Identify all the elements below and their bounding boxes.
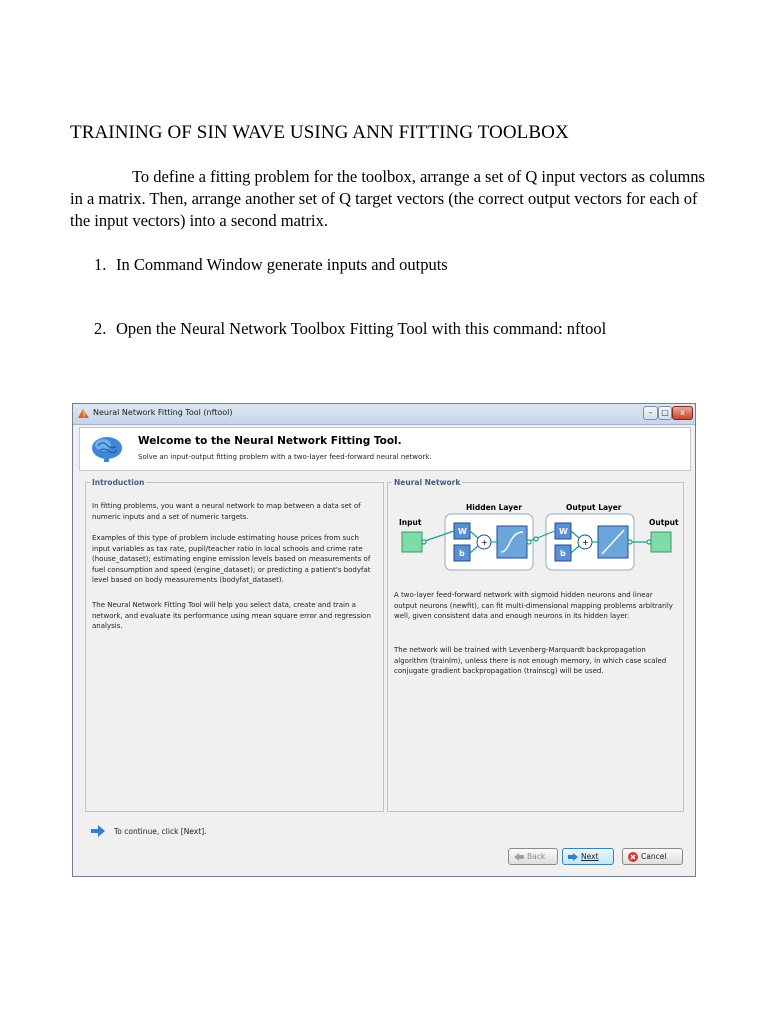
hidden-bias-label: b <box>459 549 465 558</box>
hidden-weight-label: W <box>458 527 467 536</box>
sigmoid-transfer-box <box>497 526 527 558</box>
hidden-sum-label: + <box>481 538 488 547</box>
output-node <box>651 532 671 552</box>
welcome-subtitle: Solve an input-output fitting problem with a two-layer feed-forward neural network. <box>138 453 432 461</box>
output-label: Output <box>649 518 679 527</box>
document-title: TRAINING OF SIN WAVE USING ANN FITTING TOOLBOX <box>70 122 569 143</box>
back-button[interactable] <box>508 848 558 865</box>
step-text: In Command Window generate inputs and outputs <box>116 255 448 274</box>
step-item <box>94 319 606 339</box>
neural-network-panel <box>387 478 684 812</box>
input-label: Input <box>399 518 422 527</box>
minimize-button[interactable]: – <box>643 406 658 420</box>
output-layer-label: Output Layer <box>566 503 622 512</box>
nn-paragraph: The network will be trained with Levenberg-Marquardt backpropagation algorithm (trainlm), unless there is not enough memory, in which case scaled conjugate gradient backpropagation (trainscg) will be used. <box>394 646 667 675</box>
nftool-window <box>72 403 696 877</box>
intro-paragraph: The Neural Network Fitting Tool will help you select data, create and train a network, and evaluate its performance using mean square error and regression analysis. <box>92 601 371 630</box>
cancel-icon <box>628 852 638 862</box>
close-button[interactable]: x <box>672 406 693 420</box>
next-button[interactable] <box>562 848 614 865</box>
step-number: 2. <box>94 319 107 338</box>
neural-network-legend: Neural Network <box>394 478 461 487</box>
network-diagram <box>394 499 679 581</box>
intro-paragraph: Examples of this type of problem include estimating house prices from such input variables as tax rate, pupil/teacher ratio in local schools and crime rate (house_dataset); estimating engine emission levels based on measurements of fuel consumption and speed (engine_dataset); or predicting a patient's bodyfat level based on body measurements (bodyfat_dataset). <box>92 534 371 584</box>
matlab-icon <box>77 407 90 420</box>
output-bias-label: b <box>560 549 566 558</box>
nn-paragraph: A two-layer feed-forward network with sigmoid hidden neurons and linear output neurons (newfit), can fit multi-dimensional mapping problems arbitrarily well, given consistent data and enough neurons in its hidden layer. <box>394 591 673 620</box>
continue-hint: To continue, click [Next]. <box>114 827 207 836</box>
welcome-header <box>79 427 691 471</box>
arrow-left-icon <box>514 853 524 861</box>
intro-paragraph: In fitting problems, you want a neural network to map between a data set of numeric inputs and a set of numeric targets. <box>92 502 361 521</box>
document-paragraph: To define a fitting problem for the toolbox, arrange a set of Q input vectors as columns in a matrix. Then, arrange another set of Q target vectors (the correct output vectors for each of the input vectors) into a second matrix. <box>70 167 705 230</box>
introduction-legend: Introduction <box>92 478 145 487</box>
hidden-layer-label: Hidden Layer <box>466 503 522 512</box>
output-weight-label: W <box>559 527 568 536</box>
output-sum-label: + <box>582 538 589 547</box>
welcome-title: Welcome to the Neural Network Fitting Tool. <box>138 435 402 447</box>
maximize-button[interactable]: □ <box>658 406 672 420</box>
step-number: 1. <box>94 255 107 274</box>
cancel-button[interactable] <box>622 848 683 865</box>
introduction-panel <box>85 478 384 812</box>
window-title: Neural Network Fitting Tool (nftool) <box>93 408 233 417</box>
back-label: Back <box>527 852 546 861</box>
cancel-label: Cancel <box>641 852 667 861</box>
brain-icon <box>90 434 124 464</box>
arrow-right-icon <box>568 853 578 861</box>
input-node <box>402 532 422 552</box>
arrow-right-icon <box>91 825 105 837</box>
next-label: Next <box>581 852 599 861</box>
step-item <box>94 255 448 275</box>
step-text: Open the Neural Network Toolbox Fitting Tool with this command: nftool <box>116 319 607 338</box>
title-bar[interactable] <box>73 404 695 425</box>
